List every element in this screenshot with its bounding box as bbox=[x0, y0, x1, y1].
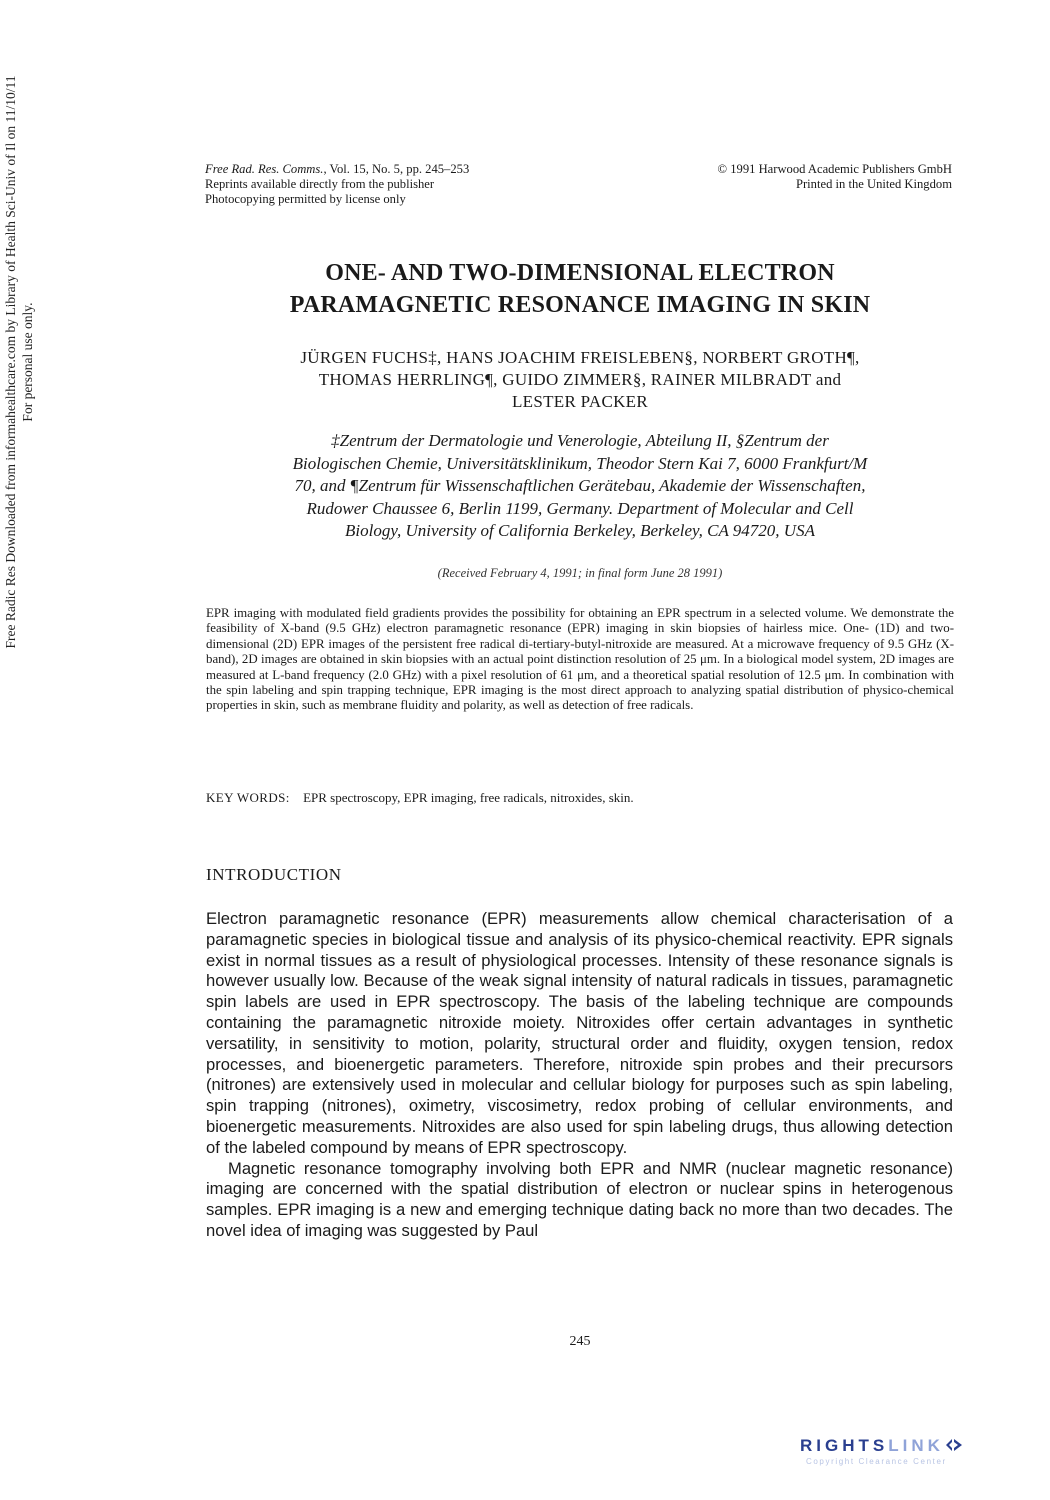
affiliation-line3: 70, and ¶Zentrum für Wissenschaftlichen Gerätebau, Akademie der Wissenschaften, bbox=[294, 476, 866, 495]
affiliation-line1: ‡Zentrum der Dermatologie und Venerologie, Abteilung II, §Zentrum der bbox=[331, 431, 829, 450]
citation-volume: , Vol. 15, No. 5, pp. 245–253 bbox=[323, 162, 470, 176]
affiliation-line2: Biologischen Chemie, Universitätsklinikum, Theodor Stern Kai 7, 6000 Frankfurt/M bbox=[292, 453, 868, 473]
authors-line1: JÜRGEN FUCHS‡, HANS JOACHIM FREISLEBEN§, NORBERT GROTH¶, bbox=[300, 348, 860, 367]
title-line1: ONE- AND TWO-DIMENSIONAL ELECTRON bbox=[325, 260, 835, 286]
download-watermark bbox=[2, 0, 50, 1112]
page-number: 245 bbox=[569, 1334, 591, 1349]
download-watermark-line1: Free Radic Res Downloaded from informahealthcare.com by Library of Health Sci-Univ of Il on 11/10/11 bbox=[3, 75, 18, 649]
citation-line bbox=[205, 162, 469, 177]
paper-title bbox=[150, 257, 1010, 321]
title-line2: PARAMAGNETIC RESONANCE IMAGING IN SKIN bbox=[289, 292, 871, 318]
keywords bbox=[206, 790, 954, 806]
affiliations bbox=[150, 430, 1010, 543]
affiliation-line4: Rudower Chaussee 6, Berlin 1199, Germany. Department of Molecular and Cell bbox=[306, 498, 854, 518]
rightslink-arrows-icon bbox=[944, 1437, 964, 1453]
abstract: EPR imaging with modulated field gradients provides the possibility for obtaining an EPR spectrum in a selected volume. We demonstrate the feasibility of X-band (9.5 GHz) electron paramagnetic resonance (EPR) imaging in skin biopsies of hairless mice. One- (1D) and two-dimensional (2D) EPR images of the persistent free radical di-tertiary-butyl-nitroxide are measured. At a microwave frequency of 9.5 GHz (X-band), 2D images are obtained in skin biopsies with an actual point distinction resolution of 25 μm. In a biological model system, 2D images are measured at L-band frequency (2.0 GHz) with a pixel resolution of 61 μm, and a theoretical spatial resolution of 12.5 μm. In combination with the spin labeling and spin trapping technique, EPR imaging is the most direct approach to analyzing spatial distribution of physico-chemical properties in skin, such as membrane fluidity and polarity, as well as detection of free radicals. bbox=[206, 606, 954, 713]
rightslink-logo[interactable] bbox=[800, 1436, 1030, 1476]
affiliation-line5: Biology, University of California Berkeley, Berkeley, CA 94720, USA bbox=[345, 521, 815, 540]
photocopying-line: Photocopying permitted by license only bbox=[205, 192, 406, 206]
journal-abbrev: Free Rad. Res. Comms. bbox=[205, 162, 324, 176]
authors-line3: LESTER PACKER bbox=[512, 392, 648, 411]
printed-line: Printed in the United Kingdom bbox=[795, 177, 952, 191]
rightslink-word-link: LINK bbox=[888, 1436, 944, 1455]
copyright-line: © 1991 Harwood Academic Publishers GmbH bbox=[717, 162, 952, 176]
keywords-label: KEY WORDS: bbox=[206, 790, 290, 805]
rightslink-wordmark bbox=[800, 1436, 1030, 1456]
keywords-value: EPR spectroscopy, EPR imaging, free radicals, nitroxides, skin. bbox=[303, 790, 634, 805]
introduction-paragraph-2: Magnetic resonance tomography involving both EPR and NMR (nuclear magnetic resonance) imaging are concerned with the spatial distribution of electron or nuclear spins in heterogenous samples. EPR imaging is a new and emerging technique dating back no more than two decades. The novel idea of imaging was suggested by Paul bbox=[206, 1158, 953, 1240]
introduction-paragraph-1: Electron paramagnetic resonance (EPR) measurements allow chemical characterisation of a paramagnetic species in biological tissue and analysis of its physico-chemical reactivity. EPR signals exist in normal tissues as a result of physiological processes. Intensity of these resonance signals is however usually low. Because of the weak signal intensity of natural radicals in tissues, paramagnetic spin labels are used in EPR spectroscopy. The basis of the labeling technique are compounds containing the paramagnetic nitroxide moiety. Nitroxides offer certain advantages in synthetic versatility, in sensitivity to motion, polarity, structural order and fluidity, oxygen tension, redox processes, and bioenergetic parameters. Therefore, nitroxide spin probes and their precursors (nitrones) are extensively used in molecular and cellular biology for purposes such as spin labeling, spin trapping (nitrones), oximetry, viscosimetry, redox probing of cellular environments, and bioenergetic measurements. Nitroxides are also used for spin labeling drugs, thus allowing detection of the labeled compound by means of EPR spectroscopy. bbox=[206, 909, 953, 1157]
introduction-body bbox=[206, 909, 953, 1242]
rightslink-word-rights: RIGHTS bbox=[800, 1436, 889, 1455]
author-list bbox=[150, 347, 1010, 413]
rightslink-tagline: Copyright Clearance Center bbox=[806, 1457, 947, 1466]
header-left bbox=[205, 162, 469, 207]
reprints-line: Reprints available directly from the publisher bbox=[205, 177, 435, 191]
received-dates: (Received February 4, 1991; in final form June 28 1991) bbox=[437, 566, 723, 580]
download-watermark-line2: For personal use only. bbox=[20, 302, 35, 422]
section-heading-introduction: INTRODUCTION bbox=[206, 865, 342, 884]
header-right bbox=[718, 162, 952, 192]
authors-line2: THOMAS HERRLING¶, GUIDO ZIMMER§, RAINER MILBRADT and bbox=[318, 370, 842, 389]
